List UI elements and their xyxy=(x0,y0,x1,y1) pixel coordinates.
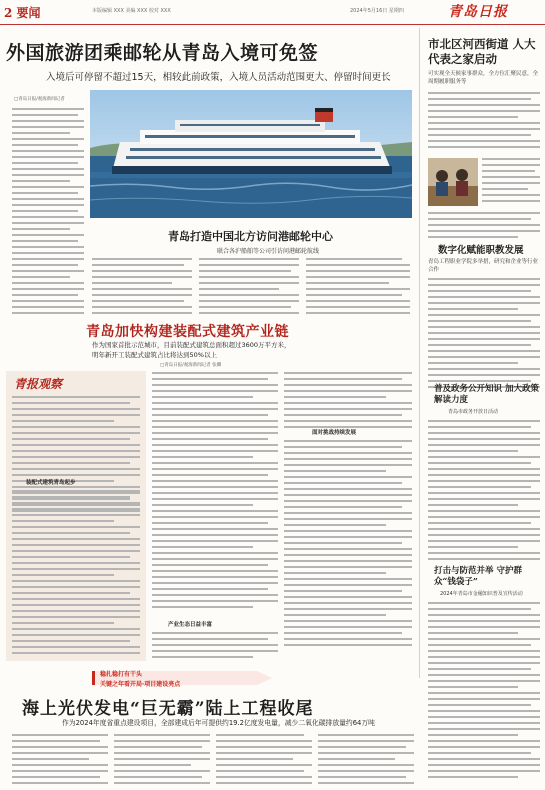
issue-date: 2024年5月16日 星期四 xyxy=(350,8,404,14)
prefab-subhead-2: 产业生态日益丰富 xyxy=(168,622,213,628)
right-story-2-subtitle: 青岛工程职业学院多举措，研究和企业等行业合作 xyxy=(428,259,539,273)
prefab-subheadline-2: 明年新开工装配式建筑占比将达到50%以上 xyxy=(92,351,217,359)
banner-line-2: 关键之年看开局·项目建设亮点 xyxy=(100,681,181,688)
editor-info: 本版编辑 XXX 美编 XXX 校对 XXX xyxy=(92,8,171,14)
cruise-headline[interactable]: 外国旅游团乘邮轮从青岛入境可免签 xyxy=(6,42,319,64)
prefab-body-col1 xyxy=(152,372,278,612)
commentary-tag: 青报观察 xyxy=(14,377,63,391)
right-story-photo-caption xyxy=(482,158,540,206)
pv-headline[interactable]: 海上光伏发电“巨无霸”陆上工程收尾 xyxy=(22,699,314,719)
harbor-headline[interactable]: 青岛打造中国北方访问港邮轮中心 xyxy=(168,230,333,243)
right-story-2-title[interactable]: 数字化赋能职教发展 xyxy=(438,245,524,256)
pv-body-col3 xyxy=(216,734,312,788)
right-story-1-body-2 xyxy=(428,212,540,242)
harbor-body-col1 xyxy=(92,258,192,318)
column-divider xyxy=(419,28,420,678)
harbor-body-col2 xyxy=(199,258,299,318)
commentary-body-2 xyxy=(12,490,140,658)
prefab-subheadline-1: 作为国家首批示范城市，目前装配式建筑总面积超过3600万平方米， xyxy=(92,341,291,349)
prefab-subhead-3: 面对挑战持续发展 xyxy=(312,430,357,436)
right-story-3-title[interactable]: 普及政务公开知识 加大政策解读力度 xyxy=(434,384,539,405)
pv-body-col1 xyxy=(12,734,108,788)
pv-body-col2 xyxy=(114,734,210,788)
prefab-body-col2 xyxy=(284,372,412,432)
cruise-body-left xyxy=(12,108,84,318)
prefab-subhead-1: 装配式建筑青岛起步 xyxy=(26,480,76,486)
pv-body-col4 xyxy=(318,734,414,788)
right-story-4-body xyxy=(428,602,540,782)
prefab-body-col1b xyxy=(152,632,278,662)
newspaper-logo: 青岛日报 xyxy=(448,4,508,20)
right-story-1-subtitle: 可实现全天候家事群众，全方位汇聚民意，全周期履职服务等 xyxy=(428,71,539,85)
banner-line-1: 稳扎稳打有干头 xyxy=(100,671,143,678)
harbor-subheadline: 联合各沪船舶等公司引访问港邮轮航线 xyxy=(217,248,320,255)
right-story-4-subtitle: 2024年青岛市金融知识普及宣传活动 xyxy=(440,591,523,597)
cruise-ship-photo xyxy=(90,90,412,218)
right-story-1-title[interactable]: 市北区河西街道 人大代表之家启动 xyxy=(428,37,536,66)
prefab-body-col2b xyxy=(284,440,412,650)
pv-subheadline: 作为2024年度省重点建设项目，全部建成后年可提供约19.2亿度发电量，减少二氧化碳排放量约64万吨 xyxy=(62,719,375,727)
prefab-byline: □青岛日报/观海新闻记者 张卿 xyxy=(160,363,222,368)
right-story-photo xyxy=(428,158,478,206)
right-story-3-subtitle: 青岛市政务开放日活动 xyxy=(448,409,499,415)
harbor-body-col3 xyxy=(306,258,410,318)
cruise-byline: □青岛日报/观海新闻记者 xyxy=(14,97,65,102)
prefab-headline[interactable]: 青岛加快构建装配式建筑产业链 xyxy=(86,324,289,340)
cruise-subheadline: 入境后可停留不超过15天，相较此前政策，入境人员活动范围更大、停留时间更长 xyxy=(46,72,391,83)
right-story-3-body xyxy=(428,420,540,564)
page-section-label: 2 要闻 xyxy=(4,6,41,20)
right-story-1-body xyxy=(428,92,540,152)
right-story-2-body xyxy=(428,278,540,392)
right-story-4-title[interactable]: 打击与防范并举 守护群众“钱袋子” xyxy=(434,566,522,587)
